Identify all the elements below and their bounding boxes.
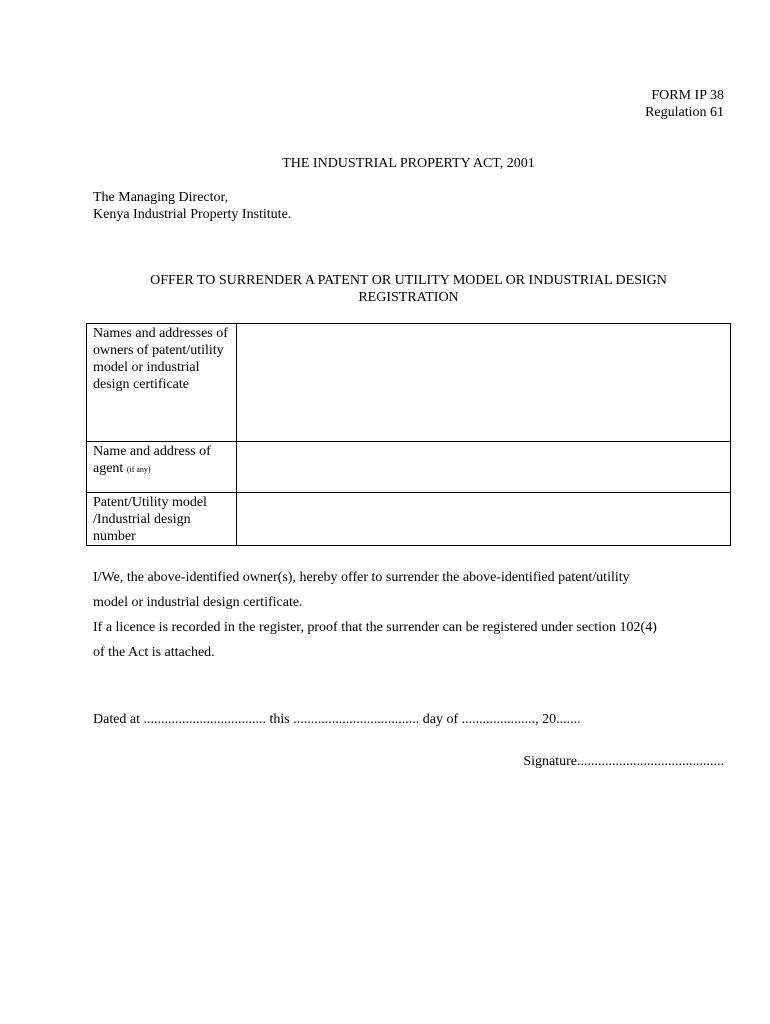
declaration-paragraph xyxy=(93,565,743,665)
table-row xyxy=(87,324,731,442)
table-row xyxy=(87,493,731,546)
table-row xyxy=(87,442,731,493)
act-title: THE INDUSTRIAL PROPERTY ACT, 2001 xyxy=(282,156,535,171)
agent-label-text: Name and address of agent xyxy=(93,444,211,476)
agent-optional-note: (if any) xyxy=(126,465,151,474)
regulation-reference: Regulation 61 xyxy=(645,105,724,120)
declaration-line-2: model or industrial design certificate. xyxy=(93,595,303,610)
agent-field[interactable] xyxy=(237,442,731,493)
declaration-line-1: I/We, the above-identified owner(s), hereby offer to surrender the above-identified patent/utility xyxy=(93,570,630,585)
declaration-line-4: of the Act is attached. xyxy=(93,645,215,660)
form-title-line-1: OFFER TO SURRENDER A PATENT OR UTILITY MODEL OR INDUSTRIAL DESIGN xyxy=(150,273,667,288)
form-title-line-2: REGISTRATION xyxy=(358,290,459,305)
signature-line[interactable]: Signature.......................................... xyxy=(523,754,724,769)
dated-line[interactable]: Dated at ................................... this .................................... day of ....................., 20....... xyxy=(93,712,581,727)
application-table xyxy=(86,323,731,546)
addressee-line-2: Kenya Industrial Property Institute. xyxy=(93,207,292,222)
owners-label: Names and addresses of owners of patent/utility model or industrial design certificate xyxy=(87,324,237,442)
owners-field[interactable] xyxy=(237,324,731,442)
declaration-line-3: If a licence is recorded in the register, proof that the surrender can be registered under section 102(4) xyxy=(93,620,657,635)
agent-label xyxy=(87,442,237,493)
form-number: FORM IP 38 xyxy=(651,88,724,103)
number-label: Patent/Utility model /Industrial design number xyxy=(87,493,237,546)
number-field[interactable] xyxy=(237,493,731,546)
addressee-line-1: The Managing Director, xyxy=(93,190,229,205)
